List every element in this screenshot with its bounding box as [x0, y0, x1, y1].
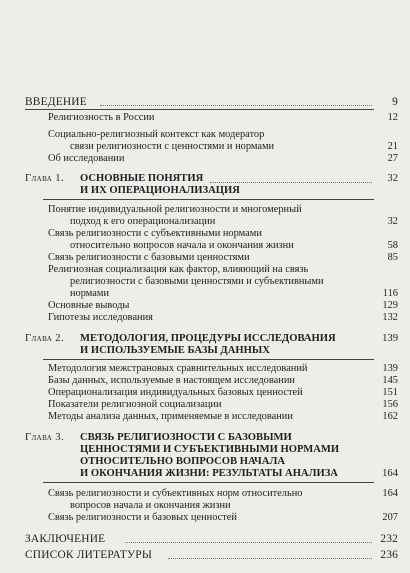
- toc-entry-title: относительно вопросов начала и окончания жизни: [70, 240, 294, 251]
- chapter-title: ОСНОВНЫЕ ПОНЯТИЯ: [80, 173, 204, 184]
- toc-entry-title: Гипотезы исследования: [48, 312, 153, 323]
- toc-entry-title: подход к его операционализации: [70, 216, 216, 227]
- toc-entry-title: Религиозная социализация как фактор, влияющий на связь: [48, 264, 309, 275]
- chapter-title: И ИСПОЛЬЗУЕМЫЕ БАЗЫ ДАННЫХ: [80, 345, 270, 356]
- toc-page-number: 32: [387, 173, 398, 184]
- toc-page-number: 236: [380, 549, 398, 561]
- chapter-title: СВЯЗЬ РЕЛИГИОЗНОСТИ С БАЗОВЫМИ: [80, 432, 292, 443]
- toc-page-number: 139: [382, 363, 398, 374]
- toc-entry-title: Методология межстрановых сравнительных исследований: [48, 363, 308, 374]
- toc-page-number: 164: [382, 468, 398, 479]
- rule: [43, 199, 374, 200]
- toc-entry-title: Связь религиозности и субъективных норм относительно: [48, 488, 303, 499]
- chapter-title: ОТНОСИТЕЛЬНО ВОПРОСОВ НАЧАЛА: [80, 456, 286, 467]
- toc-entry-title: Религиозность в России: [48, 112, 155, 123]
- dot-leader: [100, 105, 372, 106]
- chapter-title: И ИХ ОПЕРАЦИОНАЛИЗАЦИЯ: [80, 185, 240, 196]
- toc-entry-title: СПИСОК ЛИТЕРАТУРЫ: [25, 549, 152, 561]
- toc-entry-title: Социально-религиозный контекст как модератор: [48, 129, 265, 140]
- toc-entry-title: религиозности с базовыми ценностями и субъективными: [70, 276, 324, 287]
- toc-entry-title: Базы данных, используемые в настоящем исследовании: [48, 375, 295, 386]
- dot-leader: [210, 182, 372, 183]
- toc-page-number: 12: [387, 112, 398, 123]
- toc-entry-title: связи религиозности с ценностями и нормами: [70, 141, 275, 152]
- toc-page-number: 132: [382, 312, 398, 323]
- toc-page-number: 156: [382, 399, 398, 410]
- toc-entry-title: Операционализация индивидуальных базовых ценностей: [48, 387, 303, 398]
- toc-page-number: 207: [382, 512, 398, 523]
- dot-leader: [125, 542, 372, 543]
- toc-page-number: 139: [382, 333, 398, 344]
- toc-entry-title: Понятие индивидуальной религиозности и многомерный: [48, 204, 302, 215]
- rule: [25, 109, 374, 110]
- chapter-title: МЕТОДОЛОГИЯ, ПРОЦЕДУРЫ ИССЛЕДОВАНИЯ: [80, 333, 336, 344]
- toc-entry-title: нормами: [70, 288, 110, 299]
- toc-entry-title: Показатели религиозной социализации: [48, 399, 222, 410]
- toc-entry-title: вопросов начала и окончания жизни: [70, 500, 231, 511]
- toc-page-number: 164: [382, 488, 398, 499]
- toc-entry-title: Связь религиозности и базовых ценностей: [48, 512, 237, 523]
- toc-page-number: 32: [387, 216, 398, 227]
- rule: [43, 359, 374, 360]
- chapter-label: Глава 1.: [25, 173, 65, 184]
- toc-page-number: 9: [392, 96, 398, 108]
- toc-entry-title: Основные выводы: [48, 300, 130, 311]
- chapter-label: Глава 2.: [25, 333, 65, 344]
- toc-page-number: 129: [382, 300, 398, 311]
- chapter-title: ЦЕННОСТЯМИ И СУБЪЕКТИВНЫМИ НОРМАМИ: [80, 444, 340, 455]
- toc-page-number: 116: [382, 288, 398, 299]
- toc-page-number: 85: [387, 252, 398, 263]
- toc-entry-title: Связь религиозности с субъективными нормами: [48, 228, 262, 239]
- toc-page-number: 162: [382, 411, 398, 422]
- toc-entry-title: Методы анализа данных, применяемые в исследовании: [48, 411, 293, 422]
- rule: [43, 482, 374, 483]
- toc-page-number: 58: [387, 240, 398, 251]
- dot-leader: [168, 558, 372, 559]
- toc-page-number: 145: [382, 375, 398, 386]
- toc-entry-title: ЗАКЛЮЧЕНИЕ: [25, 533, 106, 545]
- toc-page-number: 21: [387, 141, 398, 152]
- toc-page-number: 151: [382, 387, 398, 398]
- toc-entry-title: ВВЕДЕНИЕ: [25, 96, 87, 108]
- toc-page-number: 232: [380, 533, 398, 545]
- chapter-label: Глава 3.: [25, 432, 65, 443]
- toc-entry-title: Об исследовании: [48, 153, 125, 164]
- chapter-title: И ОКОНЧАНИЯ ЖИЗНИ: РЕЗУЛЬТАТЫ АНАЛИЗА: [80, 468, 338, 479]
- toc-entry-title: Связь религиозности с базовыми ценностями: [48, 252, 250, 263]
- toc-page-number: 27: [387, 153, 398, 164]
